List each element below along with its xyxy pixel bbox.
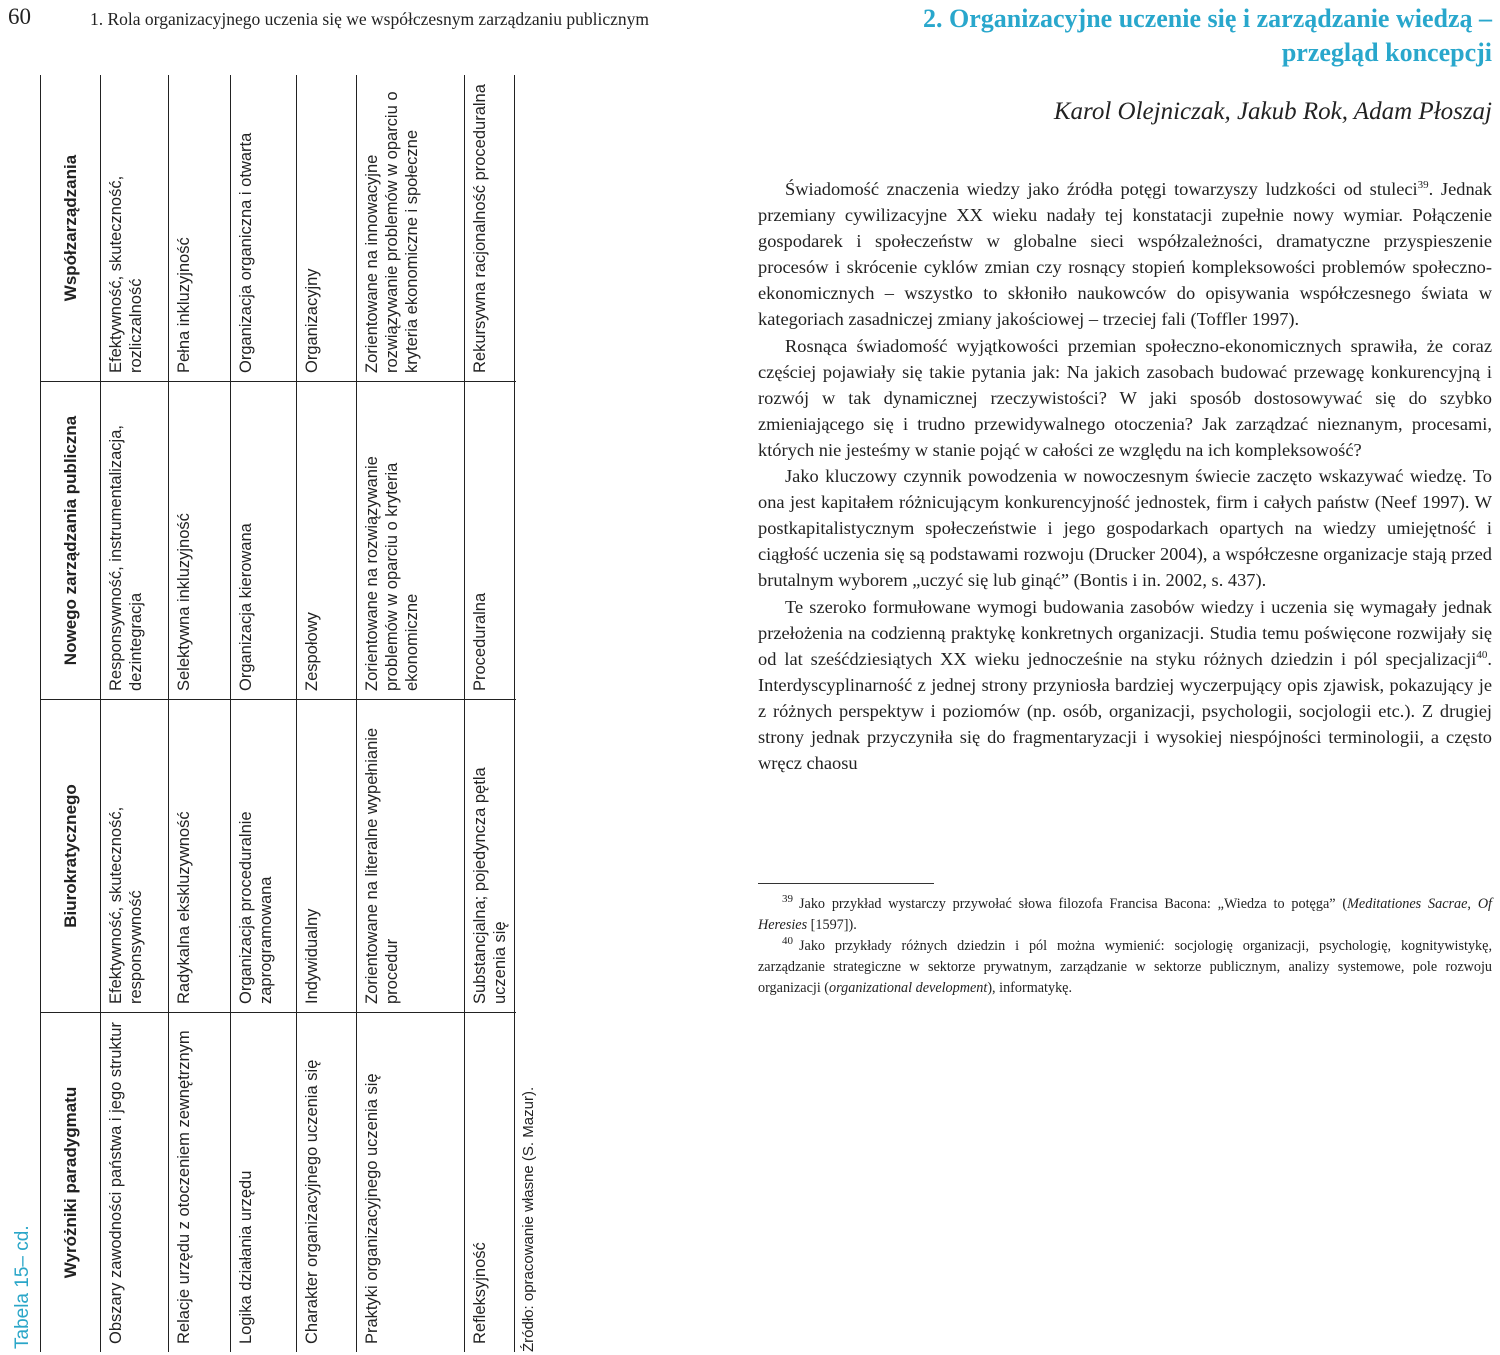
table-cell: Zorientowane na rozwiązywanie problemów w oparciu o kryteria ekonomiczne: [357, 381, 465, 699]
footnote-text: Jako przykład wystarczy przywołać słowa filozofa Francisa Bacona: „Wiedza to potęga” (: [799, 896, 1348, 912]
paragraph-text: . Jednak przemiany cywilizacyjne XX wieku nadały tej konstatacji zupełnie nowy wymiar. Połączenie gospodarek i społeczeństw w globalne sieci współzależności, dramatyczne przyspieszenie procesów i skrócenie cyklów zmian czy rosnący stopień kompleksowości problemów społeczno-ekonomicznych – wszystko to skłoniło naukowców do opisywania współczesnego świata w kategoriach zasadniczej zmiany jakościowej – trzeciej fali (Toffler 1997).: [758, 179, 1492, 330]
paragraph: [758, 176, 1492, 333]
footnotes: [758, 894, 1492, 999]
table-cell: Efektywność, skuteczność, responsywność: [101, 699, 169, 1012]
authors: Karol Olejniczak, Jakub Rok, Adam Płoszaj: [1053, 98, 1492, 125]
table-header-cell: Wyróżniki paradygmatu: [41, 1012, 101, 1352]
table-cell: Refleksyjność: [465, 1012, 516, 1352]
table-cell: Efektywność, skuteczność, rozliczalność: [101, 75, 169, 381]
page-number: 60: [8, 4, 31, 29]
table-cell: Pełna inkluzyjność: [169, 75, 231, 381]
table-caption-label: Tabela 15: [12, 1266, 33, 1349]
table-cell: Responsywność, instrumentalizacja, dezintegracja: [101, 381, 169, 699]
footnote-39: [758, 894, 1492, 936]
table-header-cell: Współzarządzania: [41, 75, 101, 381]
table-cell: Selektywna inkluzyjność: [169, 381, 231, 699]
footnote-text: Jako przykłady różnych dziedzin i pól można wymienić: socjologię organizacji, psychologię, kognitywistykę, zarządzanie strategiczne w sektorze prywatnym, zarządzanie w sektorze publicznym, analizy systemowe, pole rozwoju organizacji (: [758, 938, 1492, 996]
paragraph-text: Te szeroko formułowane wymogi budowania zasobów wiedzy i uczenia się wymagały jednak przełożenia na codzienną praktykę konkretnych organizacji. Studia temu poświęcone rozwijały się od lat sześćdziesiątych XX wieku jednocześnie na styku różnych dziedzin i pól specjalizacji: [758, 596, 1492, 669]
table-header-cell: Nowego zarządzania publiczna: [41, 381, 101, 699]
paragraph: [758, 594, 1492, 777]
chapter-title: 2. Organizacyjne uczenie się i zarządzanie wiedzą – przegląd koncepcji: [923, 4, 1492, 67]
table-header-cell: Biurokratycznego: [41, 699, 101, 1012]
paragraph: Rosnąca świadomość wyjątkowości przemian społeczno-ekonomicznych sprawiła, że coraz częściej pojawiały się takie pytania jak: Na jakich zasobach budować przewagę konkurencyjną i rozwój w tak dynamicznej rzeczywistości? W jaki sposób dostosowywać się do szybko zmieniającego się i trudno przewidywalnego otoczenia? Jak zarządzać nieznanym, procesami, których nie jesteśmy w stanie pojąć w całości ze względu na ich kompleksowość?: [758, 335, 1492, 460]
footnote-number: 40: [782, 935, 793, 948]
table-cell: Zorientowane na literalne wypełnianie procedur: [357, 699, 465, 1012]
paradigm-table: [40, 75, 515, 1352]
source-note: Źródło: opracowanie własne (S. Mazur).: [520, 1086, 537, 1352]
table-cell: Praktyki organizacyjnego uczenia się: [357, 1012, 465, 1352]
rotated-table: [40, 75, 537, 1352]
footnote-italic: organizational development: [829, 980, 988, 996]
table-cell: Logika działania urzędu: [231, 1012, 297, 1352]
footnote-number: 39: [782, 893, 793, 906]
table-cell: Indywidualny: [297, 699, 357, 1012]
footnote-divider: [758, 883, 934, 884]
table-cell: Radykalna ekskluzywność: [169, 699, 231, 1012]
table-cell: Charakter organizacyjnego uczenia się: [297, 1012, 357, 1352]
table-cell: Obszary zawodności państwa i jego struktur: [101, 1012, 169, 1352]
footnote-italic: Meditationes Sacrae: [1347, 896, 1468, 912]
table-caption: [12, 1225, 34, 1349]
table-cell: Organizacja proceduralnie zaprogramowana: [231, 699, 297, 1012]
table-cell: Organizacja organiczna i otwarta: [231, 75, 297, 381]
running-head: 1. Rola organizacyjnego uczenia się we współczesnym zarządzaniu publicznym: [90, 9, 649, 29]
table-cell: Relacje urzędu z otoczeniem zewnętrznym: [169, 1012, 231, 1352]
footnote-ref: 39: [1417, 178, 1429, 191]
table-cell: Zorientowane na innowacyjne rozwiązywanie problemów w oparciu o kryteria ekonomiczne i społeczne: [357, 75, 465, 381]
table-cell: Organizacja kierowana: [231, 381, 297, 699]
table-caption-suffix: – cd.: [12, 1225, 33, 1267]
footnote-text: ,: [1467, 896, 1478, 912]
footnote-italic: Of Heresies: [758, 896, 1492, 933]
footnote-text: [1597]).: [807, 917, 857, 933]
paragraph-text: Świadomość znaczenia wiedzy jako źródła potęgi towarzyszy ludzkości od stuleci: [785, 179, 1418, 199]
table-cell: Zespołowy: [297, 381, 357, 699]
table-cell: Rekursywna racjonalność proceduralna: [471, 84, 489, 373]
paragraph-text: . Interdyscyplinarność z jednej strony przyniosła bardziej wyczerpujący opis zjawisk, pokazujący je z różnych perspektyw i poziomów (np. osób, organizacji, psychologii, socjologii etc.). Z drugiej strony jednak przyczyniła się do fragmentaryzacji i wysokiej niespójności terminologii, a często wręcz chaosu: [758, 648, 1492, 774]
footnote-ref: 40: [1476, 648, 1488, 661]
footnote-40: [758, 936, 1492, 999]
paragraph: Jako kluczowy czynnik powodzenia w nowoczesnym świecie zaczęto wskazywać wiedzę. To ona jest kapitałem różnicującym konkurencyjność jednostek, firm i całych państw (Neef 1997). W postkapitalistycznym społeczeństwie i jego gospodarkach opartych na wiedzy umiejętność i ciągłość uczenia się są podstawami rozwoju (Drucker 2004), a współczesne organizacje stają przed brutalnym wyborem „uczyć się lub ginąć” (Bontis i in. 2002, s. 437).: [758, 466, 1492, 591]
table-cell: Substancjalna; pojedyncza pętla uczenia się: [465, 699, 516, 1012]
body-text: [758, 176, 1492, 776]
table-cell: Organizacyjny: [297, 75, 357, 381]
table-cell: Proceduralna: [465, 381, 516, 699]
footnote-text: ), informatykę.: [987, 980, 1073, 996]
